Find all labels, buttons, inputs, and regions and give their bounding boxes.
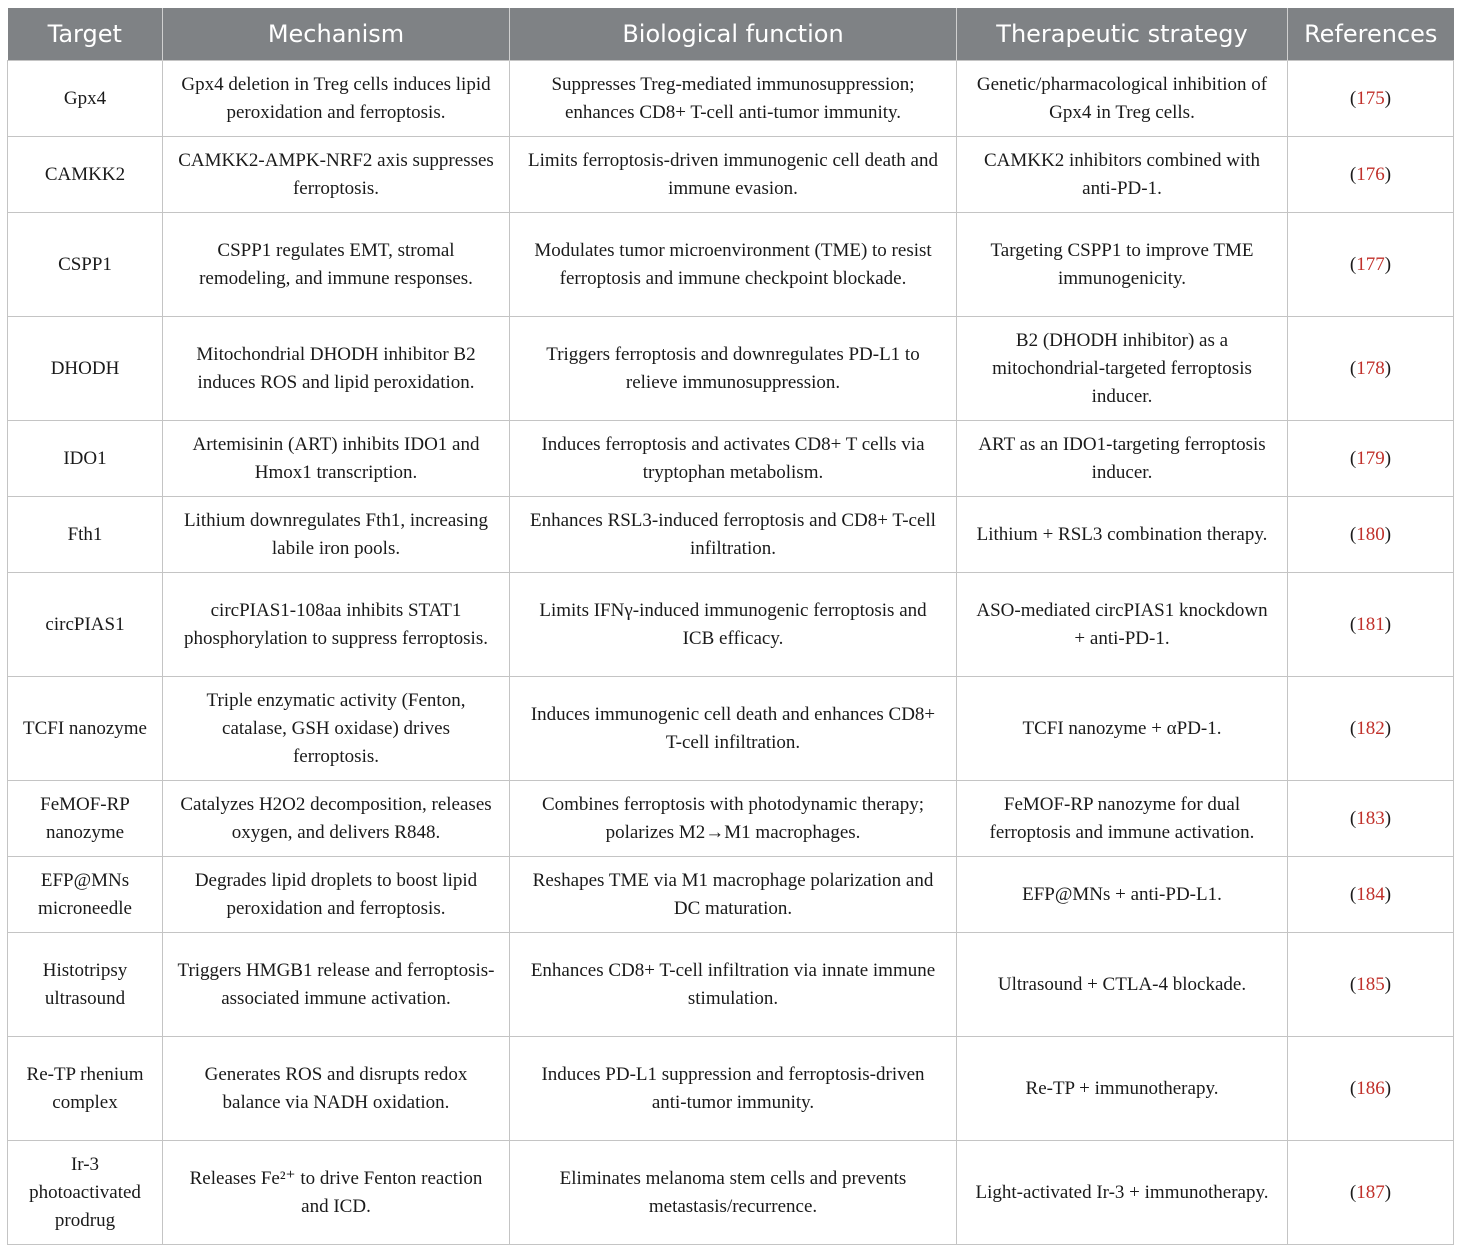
ferroptosis-targets-table: [7, 8, 1454, 1245]
table-row: [8, 61, 1454, 137]
table-row: [8, 497, 1454, 573]
cell-reference: (183): [1288, 781, 1454, 857]
table-row: [8, 933, 1454, 1037]
cell-mechanism: Mitochondrial DHODH inhibitor B2 induces ROS and lipid peroxidation.: [163, 317, 510, 421]
reference-link[interactable]: 184: [1356, 883, 1385, 905]
cell-target: TCFI nanozyme: [8, 677, 163, 781]
reference-link[interactable]: 185: [1356, 973, 1385, 995]
cell-mechanism: Gpx4 deletion in Treg cells induces lipid peroxidation and ferroptosis.: [163, 61, 510, 137]
cell-biological-function: Eliminates melanoma stem cells and prevents metastasis/recurrence.: [510, 1141, 957, 1245]
cell-reference: (175): [1288, 61, 1454, 137]
header-biological-function: Biological function: [510, 8, 957, 61]
cell-biological-function: Induces PD-L1 suppression and ferroptosis-driven anti-tumor immunity.: [510, 1037, 957, 1141]
cell-biological-function: Modulates tumor microenvironment (TME) to resist ferroptosis and immune checkpoint blockade.: [510, 213, 957, 317]
cell-reference: (187): [1288, 1141, 1454, 1245]
reference-link[interactable]: 176: [1356, 163, 1385, 185]
cell-biological-function: Enhances RSL3-induced ferroptosis and CD8+ T-cell infiltration.: [510, 497, 957, 573]
header-target: Target: [8, 8, 163, 61]
cell-target: Ir-3 photoactivated prodrug: [8, 1141, 163, 1245]
cell-reference: (181): [1288, 573, 1454, 677]
cell-mechanism: Triple enzymatic activity (Fenton, catalase, GSH oxidase) drives ferroptosis.: [163, 677, 510, 781]
cell-mechanism: CAMKK2-AMPK-NRF2 axis suppresses ferroptosis.: [163, 137, 510, 213]
cell-biological-function: Suppresses Treg-mediated immunosuppression; enhances CD8+ T-cell anti-tumor immunity.: [510, 61, 957, 137]
cell-mechanism: Degrades lipid droplets to boost lipid peroxidation and ferroptosis.: [163, 857, 510, 933]
cell-biological-function: Limits ferroptosis-driven immunogenic cell death and immune evasion.: [510, 137, 957, 213]
table-row: [8, 781, 1454, 857]
cell-therapeutic-strategy: Re-TP + immunotherapy.: [957, 1037, 1288, 1141]
table-row: [8, 137, 1454, 213]
cell-therapeutic-strategy: Lithium + RSL3 combination therapy.: [957, 497, 1288, 573]
cell-mechanism: Generates ROS and disrupts redox balance via NADH oxidation.: [163, 1037, 510, 1141]
cell-target: IDO1: [8, 421, 163, 497]
header-references: References: [1288, 8, 1454, 61]
cell-therapeutic-strategy: FeMOF-RP nanozyme for dual ferroptosis and immune activation.: [957, 781, 1288, 857]
cell-therapeutic-strategy: B2 (DHODH inhibitor) as a mitochondrial-targeted ferroptosis inducer.: [957, 317, 1288, 421]
cell-reference: (184): [1288, 857, 1454, 933]
table-row: [8, 1037, 1454, 1141]
cell-therapeutic-strategy: CAMKK2 inhibitors combined with anti-PD-1.: [957, 137, 1288, 213]
cell-reference: (178): [1288, 317, 1454, 421]
cell-therapeutic-strategy: ART as an IDO1-targeting ferroptosis inducer.: [957, 421, 1288, 497]
cell-reference: (176): [1288, 137, 1454, 213]
table-row: [8, 1141, 1454, 1245]
cell-biological-function: Enhances CD8+ T-cell infiltration via innate immune stimulation.: [510, 933, 957, 1037]
reference-link[interactable]: 187: [1356, 1181, 1385, 1203]
cell-therapeutic-strategy: Light-activated Ir-3 + immunotherapy.: [957, 1141, 1288, 1245]
cell-reference: (179): [1288, 421, 1454, 497]
cell-target: Fth1: [8, 497, 163, 573]
cell-therapeutic-strategy: Genetic/pharmacological inhibition of Gpx4 in Treg cells.: [957, 61, 1288, 137]
table-header-row: [8, 8, 1454, 61]
header-mechanism: Mechanism: [163, 8, 510, 61]
cell-therapeutic-strategy: Targeting CSPP1 to improve TME immunogenicity.: [957, 213, 1288, 317]
cell-mechanism: circPIAS1-108aa inhibits STAT1 phosphorylation to suppress ferroptosis.: [163, 573, 510, 677]
reference-link[interactable]: 179: [1356, 447, 1385, 469]
reference-link[interactable]: 186: [1356, 1077, 1385, 1099]
cell-biological-function: Triggers ferroptosis and downregulates PD-L1 to relieve immunosuppression.: [510, 317, 957, 421]
cell-mechanism: Lithium downregulates Fth1, increasing labile iron pools.: [163, 497, 510, 573]
cell-therapeutic-strategy: TCFI nanozyme + αPD-1.: [957, 677, 1288, 781]
cell-mechanism: CSPP1 regulates EMT, stromal remodeling, and immune responses.: [163, 213, 510, 317]
cell-reference: (185): [1288, 933, 1454, 1037]
header-therapeutic-strategy: Therapeutic strategy: [957, 8, 1288, 61]
cell-target: Gpx4: [8, 61, 163, 137]
cell-biological-function: Reshapes TME via M1 macrophage polarization and DC maturation.: [510, 857, 957, 933]
table-row: [8, 317, 1454, 421]
table-row: [8, 573, 1454, 677]
reference-link[interactable]: 182: [1356, 717, 1385, 739]
cell-reference: (182): [1288, 677, 1454, 781]
cell-target: EFP@MNs microneedle: [8, 857, 163, 933]
cell-target: CAMKK2: [8, 137, 163, 213]
reference-link[interactable]: 181: [1356, 613, 1385, 635]
reference-link[interactable]: 175: [1356, 87, 1385, 109]
cell-therapeutic-strategy: EFP@MNs + anti-PD-L1.: [957, 857, 1288, 933]
cell-reference: (177): [1288, 213, 1454, 317]
reference-link[interactable]: 177: [1356, 253, 1385, 275]
cell-mechanism: Catalyzes H2O2 decomposition, releases oxygen, and delivers R848.: [163, 781, 510, 857]
cell-biological-function: Limits IFNγ-induced immunogenic ferroptosis and ICB efficacy.: [510, 573, 957, 677]
cell-therapeutic-strategy: Ultrasound + CTLA-4 blockade.: [957, 933, 1288, 1037]
cell-reference: (180): [1288, 497, 1454, 573]
cell-mechanism: Releases Fe²⁺ to drive Fenton reaction and ICD.: [163, 1141, 510, 1245]
table-body: [8, 61, 1454, 1245]
cell-biological-function: Induces immunogenic cell death and enhances CD8+ T-cell infiltration.: [510, 677, 957, 781]
cell-target: Histotripsy ultrasound: [8, 933, 163, 1037]
cell-reference: (186): [1288, 1037, 1454, 1141]
cell-target: circPIAS1: [8, 573, 163, 677]
cell-target: FeMOF-RP nanozyme: [8, 781, 163, 857]
table-row: [8, 421, 1454, 497]
cell-mechanism: Artemisinin (ART) inhibits IDO1 and Hmox1 transcription.: [163, 421, 510, 497]
cell-target: CSPP1: [8, 213, 163, 317]
reference-link[interactable]: 178: [1356, 357, 1385, 379]
reference-link[interactable]: 183: [1356, 807, 1385, 829]
table-row: [8, 213, 1454, 317]
cell-target: Re-TP rhenium complex: [8, 1037, 163, 1141]
reference-link[interactable]: 180: [1356, 523, 1385, 545]
cell-mechanism: Triggers HMGB1 release and ferroptosis-associated immune activation.: [163, 933, 510, 1037]
cell-target: DHODH: [8, 317, 163, 421]
table-row: [8, 857, 1454, 933]
table-row: [8, 677, 1454, 781]
cell-therapeutic-strategy: ASO-mediated circPIAS1 knockdown + anti-PD-1.: [957, 573, 1288, 677]
cell-biological-function: Combines ferroptosis with photodynamic therapy; polarizes M2→M1 macrophages.: [510, 781, 957, 857]
cell-biological-function: Induces ferroptosis and activates CD8+ T cells via tryptophan metabolism.: [510, 421, 957, 497]
